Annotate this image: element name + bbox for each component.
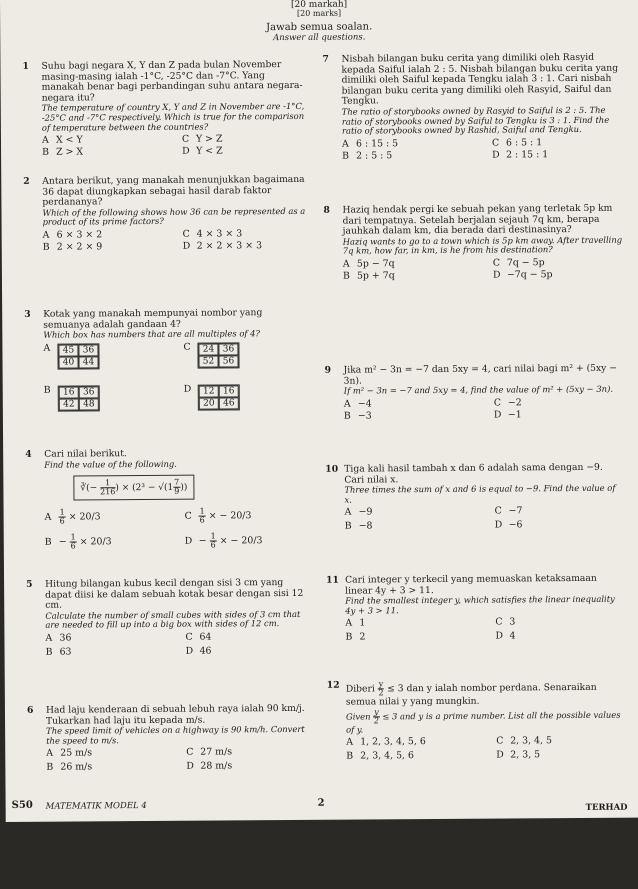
marks-en: [20 marks] bbox=[297, 8, 342, 18]
q4-option-c[interactable]: × − 20/3 bbox=[208, 510, 252, 522]
question-10-text-en: Three times the sum of x and 6 is equal to −9. Find the value of x. bbox=[344, 482, 616, 505]
q8-option-c[interactable]: 7q − 5p bbox=[506, 257, 545, 269]
question-4: 4 Cari nilai berikut. Find the value of the following. ∛(− $\frac{1}{216}$ ) × (2³ − √(1 $\frac{7}{9}$ )) A $\frac{1}{6}$ × 20/3 B − $\frac{1}{6}$ × 20/3 C $\frac{1}{6}$ × − 20/3 D − $\frac{1}{6}$ × − 20/3 bbox=[25, 448, 311, 559]
question-5: 5 Hitung bilangan kubus kecil dengan sisi 3 cm yang dapat diisi ke dalam sebuah kotak besar dengan sisi 12 cm. Calculate the number of small cubes with sides of 3 cm that are needed to fill up into a big box with sides of 12 cm. A 36 B 63 C 64 D 46 bbox=[26, 578, 312, 660]
question-6-text-en: The speed limit of vehicles on a highway is 90 km/h. Convert the speed to m/s. bbox=[46, 724, 305, 746]
q1-option-a[interactable]: X < Y bbox=[55, 134, 83, 146]
q9-option-b[interactable]: −3 bbox=[357, 410, 372, 422]
question-7-text-ms: Nisbah bilangan buku cerita yang dimiliki oleh Rasyid kepada Saiful ialah 2 : 5. Nisbah bilangan buku cerita yang dimiliki oleh Saiful kepada Tengku ialah 3 : 1. Cari nisbah bilangan buku cerita yang dimiliki oleh Rasyid, Saiful dan Tengku. bbox=[341, 51, 619, 107]
page-number: 2 bbox=[317, 797, 325, 809]
question-10-text-ms: Tiga kali hasil tambah x dan 6 adalah sama dengan −9. Cari nilai x. bbox=[344, 461, 603, 486]
q5-option-d[interactable]: 46 bbox=[199, 645, 212, 657]
question-6: 6 Had laju kenderaan di sebuah lebuh raya ialah 90 km/j. Tukarkan had laju itu kepada m/s. The speed limit of vehicles on a highway is 90 km/h. Convert the speed to m/s. A 25 m/s B 26 m/s C 27 m/s D 28 m/s bbox=[27, 704, 312, 775]
question-9-text-ms: Jika m² − 3n = −7 dan 5xy = 4, cari nilai bagi m² + (5xy − 3n). bbox=[343, 362, 618, 387]
marks-ms: [20 markah] bbox=[290, 0, 348, 10]
question-10: 10 Tiga kali hasil tambah x dan 6 adalah sama dengan −9. Cari nilai x. Three times the sum of x and 6 is equal to −9. Find the value of x. A −9 B −8 C −7 D −6 bbox=[325, 463, 625, 534]
q8-option-a[interactable]: 5p − 7q bbox=[356, 258, 395, 270]
question-2-text-en: Which of the following shows how 36 can be represented as a product of its prime factors? bbox=[42, 205, 306, 228]
question-6-text-ms: Had laju kenderaan di sebuah lebuh raya ialah 90 km/j. Tukarkan had laju itu kepada m/s. bbox=[45, 702, 305, 727]
question-12-text-ms: Diberi $\frac{y}{2}$ ≤ 3 dan y ialah nombor perdana. Senaraikan semua nilai y yang mungkin. bbox=[345, 679, 597, 708]
question-2-text-ms: Antara berikut, yang manakah menunjukkan bagaimana 36 dapat diungkapkan sebagai hasil darab faktor perdananya? bbox=[42, 173, 305, 208]
q2-option-c[interactable]: 4 × 3 × 3 bbox=[196, 228, 243, 240]
q1-option-d[interactable]: Y < Z bbox=[196, 145, 223, 157]
q9-option-c[interactable]: −2 bbox=[507, 397, 522, 409]
footer-next: TERHAD bbox=[585, 802, 628, 813]
q4-option-b[interactable]: × 20/3 bbox=[79, 536, 112, 548]
q9-option-d[interactable]: −1 bbox=[507, 409, 522, 421]
question-11: 11 Cari integer y terkecil yang memuaskan ketaksamaan linear 4y + 3 > 11. Find the smallest integer y, which satisfies the linear inequality 4y + 3 > 11. A 1 B 2 C 3 D 4 bbox=[326, 574, 626, 645]
q2-option-b[interactable]: 2 × 2 × 9 bbox=[56, 241, 103, 253]
q10-option-c[interactable]: −7 bbox=[508, 505, 523, 517]
q6-option-c[interactable]: 27 m/s bbox=[200, 746, 233, 758]
question-5-text-ms: Hitung bilangan kubus kecil dengan sisi 3 cm yang dapat diisi ke dalam sebuah kotak besar dengan sisi 12 cm. bbox=[45, 577, 304, 611]
q11-option-c[interactable]: 3 bbox=[509, 616, 516, 628]
q12-option-a[interactable]: 1, 2, 3, 4, 5, 6 bbox=[360, 736, 426, 748]
q6-option-a[interactable]: 25 m/s bbox=[60, 747, 93, 759]
question-11-text-en: Find the smallest integer y, which satisfies the linear inequality 4y + 3 > 11. bbox=[345, 593, 615, 616]
q11-option-a[interactable]: 1 bbox=[359, 617, 366, 629]
question-5-text-en: Calculate the number of small cubes with sides of 3 cm that are needed to fill up into a big box with sides of 12 cm. bbox=[45, 608, 301, 631]
question-8: 8 Haziq hendak pergi ke sebuah pekan yang terletak 5p km dari tempatnya. Setelah berjalan sejauh 7q km, berapa jauhkah dalam km, dia berada dari destinasinya? Haziq wants to go to a town which is 5p km away. After travelling 7q km, how far, in km, is he from his destination? A 5p − 7q B 5p + 7q C 7q − 5p D −7q − 5p bbox=[323, 202, 623, 282]
footer-series: MATEMATIK MODEL 4 bbox=[45, 800, 147, 812]
question-3-text-en: Which box has numbers that are all multiples of 4? bbox=[43, 328, 260, 340]
question-7-text-en: The ratio of storybooks owned by Rasyid to Saiful is 2 : 5. The ratio of storybooks owned by Saiful to Tengku is 3 : 1. Find the ratio of storybooks owned by Rashid, Saiful and Tengku. bbox=[341, 104, 610, 136]
q2-option-a[interactable]: 6 × 3 × 2 bbox=[56, 229, 103, 241]
q3-option-d[interactable]: 12 16 20 46 bbox=[198, 384, 240, 410]
question-3: 3 Kotak yang manakah mempunyai nombor yang semuanya adalah gandaan 4? Which box has numbers that are all multiples of 4? A 45 36 40 44 C 24 36 52 56 B 16 36 42 48 D 12 16 20 46 bbox=[24, 308, 310, 424]
q5-option-b[interactable]: 63 bbox=[59, 646, 72, 658]
footer-code: S50 bbox=[11, 799, 33, 811]
question-2: 2 Antara berikut, yang manakah menunjukkan bagaimana 36 dapat diungkapkan sebagai hasil darab faktor perdananya? Which of the following shows how 36 can be represented as a product of its prime factors? A 6 × 3 × 2 B 2 × 2 × 9 C 4 × 3 × 3 D 2 × 2 × 3 × 3 bbox=[23, 175, 309, 255]
question-9: 9 Jika m² − 3n = −7 dan 5xy = 4, cari nilai bagi m² + (5xy − 3n). If m² − 3n = −7 and 5xy = 4, find the value of m² + (5xy − 3n). A −4 B −3 C −2 D −1 bbox=[325, 364, 625, 424]
background-surface bbox=[0, 822, 638, 889]
q10-option-a[interactable]: −9 bbox=[358, 506, 373, 518]
question-1-text-ms: Suhu bagi negara X, Y dan Z pada bulan November masing-masing ialah -1°C, -25°C dan -7°C. Yang manakah benar bagi perbandingan suhu antara negara-negara itu? bbox=[41, 59, 303, 104]
q2-option-d[interactable]: 2 × 2 × 3 × 3 bbox=[196, 240, 263, 252]
q3-option-b[interactable]: 16 36 42 48 bbox=[58, 385, 100, 411]
q10-option-b[interactable]: −8 bbox=[358, 520, 373, 532]
q12-option-b[interactable]: 2, 3, 4, 5, 6 bbox=[360, 750, 414, 762]
q7-option-a[interactable]: 6 : 15 : 5 bbox=[355, 137, 399, 150]
question-7: 7 Nisbah bilangan buku cerita yang dimiliki oleh Rasyid kepada Saiful ialah 2 : 5. Nisbah bilangan buku cerita yang dimiliki oleh Saiful kepada Tengku ialah 3 : 1. Cari nisbah bilangan buku cerita yang dimiliki oleh Rasyid, Saiful dan Tengku. The ratio of storybooks owned by Rasyid to Saiful is 2 : 5. The ratio of storybooks owned by Saiful to Tengku is 3 : 1. Find the ratio of storybooks owned by Rashid, Saiful and Tengku. A 6 : 15 : 5 B 2 : 5 : 5 C 6 : 5 : 1 D 2 : 15 : 1 bbox=[322, 53, 623, 164]
question-1-text-en: The temperature of country X, Y and Z in November are -1°C, -25°C and -7°C respectively. Which is true for the comparison of temperature between the countries? bbox=[41, 101, 305, 133]
question-1: 1 Suhu bagi negara X, Y dan Z pada bulan November masing-masing ialah -1°C, -25°C dan -7°C. Yang manakah benar bagi perbandingan suhu antara negara-negara itu? The temperature of country X, Y and Z in November are -1°C, -25°C and -7°C respectively. Which is true for the comparison of temperature between the countries? A X < Y B Z > X C Y > Z D Y < Z bbox=[22, 60, 308, 160]
q7-option-b[interactable]: 2 : 5 : 5 bbox=[356, 150, 393, 162]
instruction-en: Answer all questions. bbox=[273, 32, 366, 44]
q11-option-b[interactable]: 2 bbox=[359, 631, 366, 643]
q6-option-b[interactable]: 26 m/s bbox=[60, 761, 93, 773]
question-11-text-ms: Cari integer y terkecil yang memuaskan ketaksamaan linear 4y + 3 > 11. bbox=[345, 572, 597, 597]
question-12-text-en: Given $\frac{y}{2}$ ≤ 3 and y is a prime number. List all the possible values of y. bbox=[345, 706, 621, 735]
q9-option-a[interactable]: −4 bbox=[357, 398, 372, 410]
q5-option-c[interactable]: 64 bbox=[199, 631, 212, 643]
q12-option-c[interactable]: 2, 3, 4, 5 bbox=[510, 735, 552, 747]
question-8-text-ms: Haziq hendak pergi ke sebuah pekan yang terletak 5p km dari tempatnya. Setelah berjalan sejauh 7q km, berapa jauhkah dalam km, dia berada dari destinasinya? bbox=[342, 202, 613, 237]
question-12: 12 Diberi $\frac{y}{2}$ ≤ 3 dan y ialah nombor perdana. Senaraikan semua nilai y yang mungkin. Given $\frac{y}{2}$ ≤ 3 and y is a prime number. List all the possible values of y. A 1, 2, 3, 4, 5, 6 B 2, 3, 4, 5, 6 C 2, 3, 4, 5 D 2, 3, 5 bbox=[327, 679, 628, 764]
q4-option-d[interactable]: × − 20/3 bbox=[219, 535, 263, 547]
instruction-ms: Jawab semua soalan. bbox=[266, 21, 373, 34]
q7-option-d[interactable]: 2 : 15 : 1 bbox=[506, 148, 549, 161]
q6-option-d[interactable]: 28 m/s bbox=[200, 760, 233, 772]
q4-option-a[interactable]: × 20/3 bbox=[68, 511, 101, 523]
q7-option-c[interactable]: 6 : 5 : 1 bbox=[505, 136, 543, 149]
question-3-text-ms: Kotak yang manakah mempunyai nombor yang semuanya adalah gandaan 4? bbox=[43, 307, 263, 331]
question-8-text-en: Haziq wants to go to a town which is 5p km away. After travelling 7q km, how far, in km, is he from his destination? bbox=[342, 234, 623, 256]
question-4-text-ms: Cari nilai berikut. bbox=[44, 448, 127, 460]
q1-option-b[interactable]: Z > X bbox=[56, 146, 84, 158]
q5-option-a[interactable]: 36 bbox=[59, 632, 72, 644]
q1-option-c[interactable]: Y > Z bbox=[195, 133, 223, 145]
q11-option-d[interactable]: 4 bbox=[509, 630, 516, 642]
q3-option-a[interactable]: 45 36 40 44 bbox=[57, 343, 99, 369]
q12-option-d[interactable]: 2, 3, 5 bbox=[510, 749, 541, 761]
q8-option-b[interactable]: 5p + 7q bbox=[356, 270, 395, 282]
q4-expression: ∛(− $\frac{1}{216}$ ) × (2³ − √(1 $\frac{7}{9}$ )) bbox=[73, 475, 194, 501]
question-4-text-en: Find the value of the following. bbox=[44, 458, 177, 470]
question-9-text-en: If m² − 3n = −7 and 5xy = 4, find the value of m² + (5xy − 3n). bbox=[343, 383, 614, 396]
q8-option-d[interactable]: −7q − 5p bbox=[506, 269, 553, 281]
q10-option-d[interactable]: −6 bbox=[508, 519, 523, 531]
q3-option-c[interactable]: 24 36 52 56 bbox=[197, 342, 239, 368]
